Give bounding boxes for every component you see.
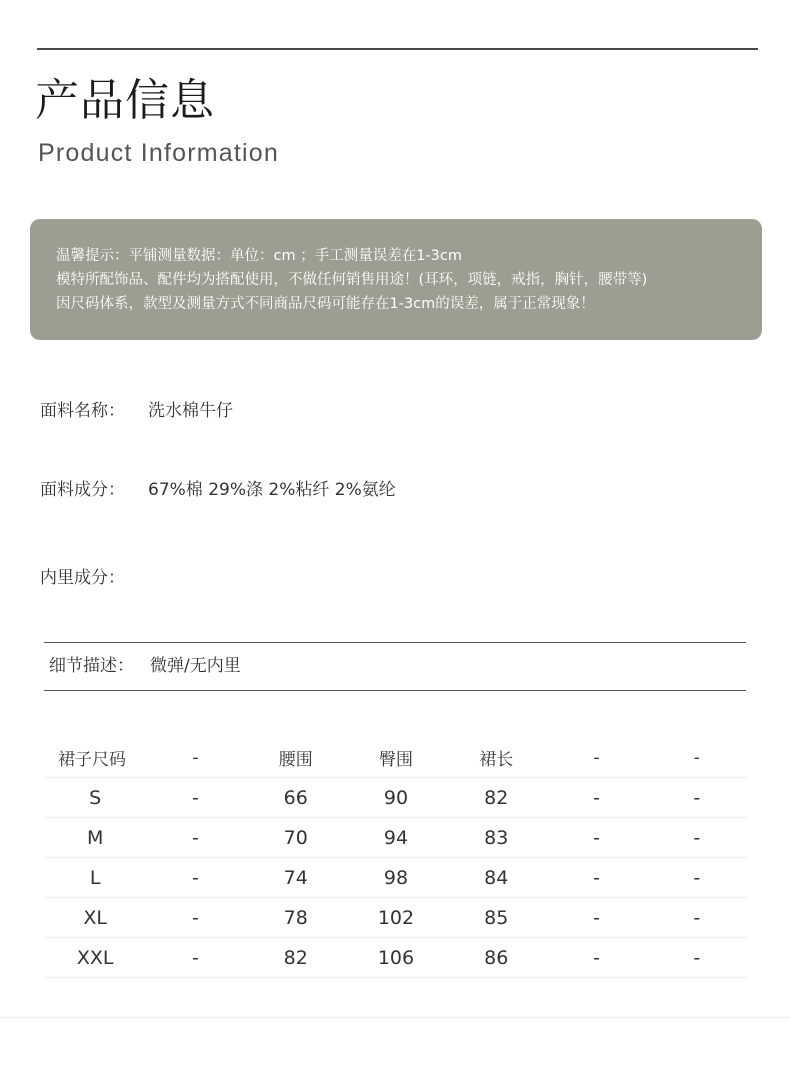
- table-cell: -: [546, 898, 646, 938]
- notice-line-2: 模特所配饰品、配件均为搭配使用，不做任何销售用途！(耳环，项链，戒指，胸针，腰带等): [56, 272, 648, 288]
- detail-top-divider: [44, 642, 746, 643]
- notice-line-3: 因尺码体系，款型及测量方式不同商品尺码可能存在1-3cm的误差，属于正常现象！: [56, 296, 595, 312]
- table-cell: 94: [346, 818, 446, 858]
- notice-line-1: 温馨提示：平铺测量数据：单位：cm ；手工测量误差在1-3cm: [56, 248, 462, 264]
- table-cell: -: [145, 858, 245, 898]
- table-cell: 70: [246, 818, 346, 858]
- table-cell: 98: [346, 858, 446, 898]
- table-cell: -: [145, 778, 245, 818]
- table-header-row: [45, 738, 747, 778]
- table-cell-size: L: [45, 858, 145, 898]
- lining-label: 内里成分：: [40, 568, 125, 588]
- header-cell: -: [546, 738, 646, 778]
- detail-label: 细节描述：: [49, 656, 134, 676]
- table-cell: 102: [346, 898, 446, 938]
- detail-value: 微弹/无内里: [150, 656, 241, 676]
- table-cell: -: [546, 778, 646, 818]
- table-row: [45, 778, 747, 818]
- table-cell: -: [546, 938, 646, 978]
- table-cell: -: [145, 818, 245, 858]
- table-cell: 82: [246, 938, 346, 978]
- table-cell: -: [145, 938, 245, 978]
- table-row: [45, 858, 747, 898]
- table-cell: 78: [246, 898, 346, 938]
- detail-row: [49, 654, 241, 678]
- table-row: [45, 818, 747, 858]
- fabric-composition-row: [40, 478, 396, 502]
- fabric-name-label: 面料名称：: [40, 401, 125, 421]
- table-cell: -: [647, 818, 747, 858]
- table-cell: 83: [446, 818, 546, 858]
- table-cell: -: [647, 778, 747, 818]
- header-cell: -: [647, 738, 747, 778]
- table-cell-size: S: [45, 778, 145, 818]
- table-cell: 74: [246, 858, 346, 898]
- table-row: [45, 898, 747, 938]
- table-cell: -: [546, 858, 646, 898]
- fabric-composition-value: 67%棉 29%涤 2%粘纤 2%氨纶: [148, 480, 396, 500]
- table-cell: -: [647, 858, 747, 898]
- table-cell-size: M: [45, 818, 145, 858]
- notice-box: [30, 219, 762, 340]
- fabric-name-row: [40, 399, 233, 423]
- header-cell-hip: 臀围: [346, 738, 446, 778]
- top-divider: [37, 48, 758, 50]
- table-cell-size: XL: [45, 898, 145, 938]
- table-cell: 66: [246, 778, 346, 818]
- table-cell: 85: [446, 898, 546, 938]
- table-cell: 84: [446, 858, 546, 898]
- header-cell: -: [145, 738, 245, 778]
- detail-bottom-divider: [44, 690, 746, 691]
- table-cell: -: [145, 898, 245, 938]
- table-cell: -: [647, 938, 747, 978]
- table-cell: -: [647, 898, 747, 938]
- table-cell: 82: [446, 778, 546, 818]
- table-cell: 90: [346, 778, 446, 818]
- size-table: [45, 738, 747, 978]
- lining-row: [40, 566, 148, 590]
- page-subtitle: Product Information: [38, 139, 279, 167]
- fabric-name-value: 洗水棉牛仔: [148, 401, 233, 421]
- header-cell-length: 裙长: [446, 738, 546, 778]
- table-row: [45, 938, 747, 978]
- header-cell-waist: 腰围: [246, 738, 346, 778]
- table-cell: 86: [446, 938, 546, 978]
- table-cell: 106: [346, 938, 446, 978]
- table-cell: -: [546, 818, 646, 858]
- bottom-divider: [0, 1017, 790, 1018]
- fabric-composition-label: 面料成分：: [40, 480, 125, 500]
- table-cell-size: XXL: [45, 938, 145, 978]
- header-cell-size: 裙子尺码: [45, 738, 145, 778]
- page-title: 产品信息: [35, 75, 215, 126]
